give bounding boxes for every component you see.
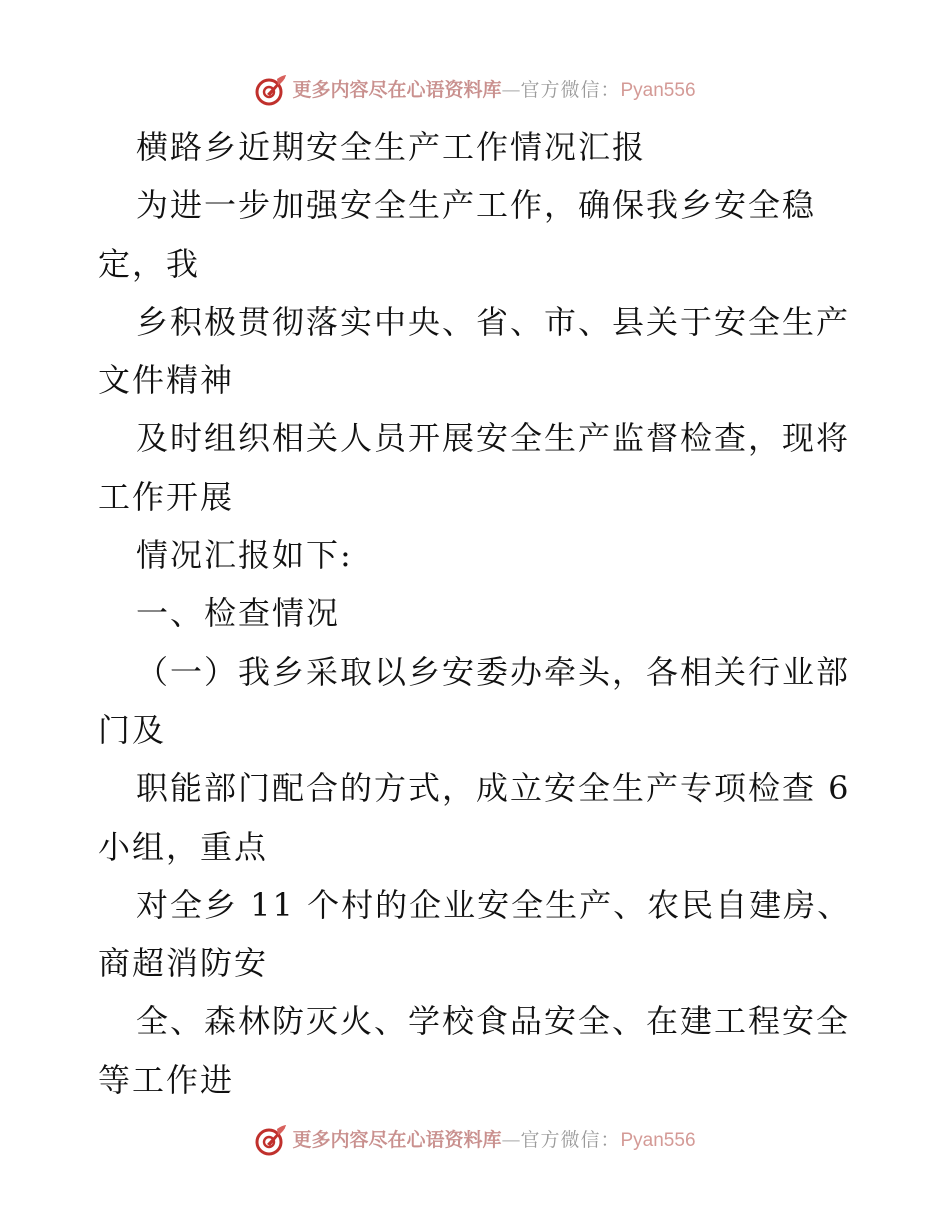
quill-logo-icon <box>254 73 288 107</box>
text-line: 职能部门配合的方式，成立安全生产专项检查 6 <box>136 769 851 808</box>
text-line: 文件精神 <box>98 361 235 400</box>
text-line: 为进一步加强安全生产工作，确保我乡安全稳 <box>136 186 817 225</box>
text-line: （一）我乡采取以乡安委办牵头，各相关行业部 <box>136 652 851 691</box>
banner-text <box>292 78 696 101</box>
text-line: 门及 <box>98 710 167 749</box>
text-line: 等工作进 <box>98 1060 235 1099</box>
header-banner <box>0 70 950 110</box>
text-line: 小组，重点 <box>98 827 269 866</box>
text-line: 对全乡 11 个村的企业安全生产、农民自建房、 <box>136 885 852 924</box>
text-line: 商超消防安 <box>98 944 269 983</box>
section-heading: 一、检查情况 <box>136 594 341 633</box>
banner-brand: 更多内容尽在心语资料库 <box>292 1128 502 1151</box>
banner-wechat-label: 官方微信： <box>520 1128 621 1151</box>
document-title: 横路乡近期安全生产工作情况汇报 <box>136 128 647 166</box>
banner-brand: 更多内容尽在心语资料库 <box>292 78 502 101</box>
footer-banner <box>0 1120 950 1160</box>
document-body <box>98 118 858 1109</box>
banner-dash: — <box>501 1128 521 1151</box>
banner-wechat-id: Pyan556 <box>620 79 696 101</box>
text-line: 及时组织相关人员开展安全生产监督检查，现将 <box>136 419 851 458</box>
quill-logo-icon <box>254 1123 288 1157</box>
text-line: 定，我 <box>98 244 201 283</box>
text-line: 乡积极贯彻落实中央、省、市、县关于安全生产 <box>136 302 851 341</box>
banner-wechat-id: Pyan556 <box>620 1129 696 1151</box>
banner-dash: — <box>501 78 521 101</box>
text-line: 工作开展 <box>98 477 235 516</box>
banner-text <box>292 1128 696 1151</box>
text-line: 情况汇报如下: <box>136 536 353 575</box>
banner-wechat-label: 官方微信： <box>520 78 621 101</box>
text-line: 全、森林防灭火、学校食品安全、在建工程安全 <box>136 1002 851 1041</box>
